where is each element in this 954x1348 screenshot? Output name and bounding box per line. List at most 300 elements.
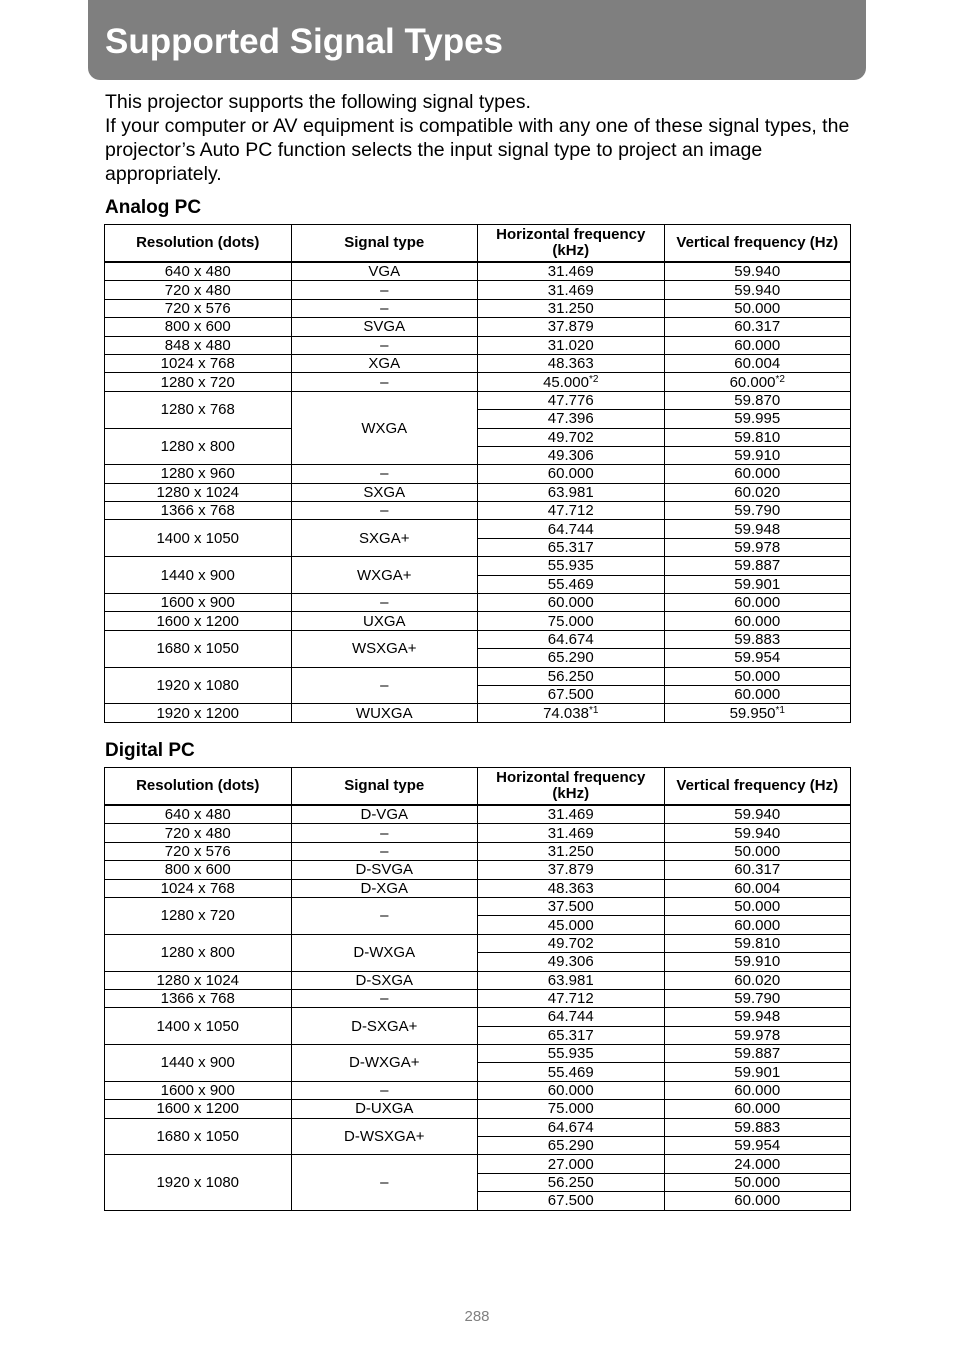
signal-type-cell-text: D-WSXGA+	[344, 1128, 425, 1146]
vertical-frequency-cell-text: 59.883	[734, 1118, 781, 1136]
vertical-frequency-cell	[664, 575, 851, 593]
horizontal-frequency-cell-text: 31.469	[547, 824, 594, 842]
header-horizontal-frequency: Horizontal frequency (kHz)	[478, 225, 665, 263]
table-row	[105, 520, 851, 538]
horizontal-frequency-cell	[478, 989, 665, 1007]
resolution-cell	[105, 805, 292, 824]
vertical-frequency-cell-text: 60.004	[734, 879, 781, 897]
signal-type-cell-text: WXGA	[361, 419, 408, 437]
signal-type-cell-text: D-SVGA	[355, 861, 413, 879]
resolution-cell-text: 800 x 600	[164, 318, 231, 336]
signal-type-cell	[291, 1008, 478, 1045]
horizontal-frequency-cell	[478, 630, 665, 648]
signal-type-cell-text: –	[380, 842, 389, 860]
vertical-frequency-cell	[664, 861, 851, 879]
vertical-frequency-cell	[664, 391, 851, 409]
vertical-frequency-cell	[664, 336, 851, 354]
vertical-frequency-cell-text: 60.000	[734, 612, 781, 630]
header-resolution: Resolution (dots)	[105, 225, 292, 263]
signal-type-cell	[291, 262, 478, 281]
vertical-frequency-cell	[664, 538, 851, 556]
vertical-frequency-cell	[664, 318, 851, 336]
horizontal-frequency-cell-text: 55.935	[547, 557, 594, 575]
table-row	[105, 318, 851, 336]
table-row	[105, 897, 851, 915]
resolution-cell-text: 1280 x 800	[160, 437, 235, 455]
horizontal-frequency-cell	[478, 446, 665, 464]
signal-type-cell-text: WXGA+	[356, 566, 412, 584]
horizontal-frequency-cell-text: 60.000	[547, 594, 594, 612]
horizontal-frequency-cell	[478, 299, 665, 317]
resolution-cell	[105, 667, 292, 704]
vertical-frequency-cell	[664, 1137, 851, 1155]
horizontal-frequency-cell-text: 47.396	[547, 410, 594, 428]
vertical-frequency-cell	[664, 299, 851, 317]
resolution-cell	[105, 299, 292, 317]
resolution-cell	[105, 897, 292, 934]
horizontal-frequency-cell-text: 31.250	[547, 842, 594, 860]
vertical-frequency-cell-text: 59.978	[734, 1026, 781, 1044]
vertical-frequency-cell-text: 60.317	[734, 318, 781, 336]
vertical-frequency-cell-text: 59.940	[734, 806, 781, 824]
table-row	[105, 373, 851, 391]
signal-type-cell-text: WSXGA+	[351, 640, 417, 658]
vertical-frequency-cell-text: 60.000	[734, 686, 781, 704]
resolution-cell-text: 1024 x 768	[160, 355, 235, 373]
signal-type-cell-text: –	[380, 465, 389, 483]
horizontal-frequency-cell-text: 45.000	[547, 916, 594, 934]
resolution-cell	[105, 1155, 292, 1210]
resolution-cell-text: 1920 x 1200	[156, 704, 240, 722]
vertical-frequency-cell	[664, 1155, 851, 1173]
horizontal-frequency-cell-text: 48.363	[547, 879, 594, 897]
resolution-cell-text: 1280 x 800	[160, 944, 235, 962]
vertical-frequency-cell-text: 59.995	[734, 410, 781, 428]
vertical-frequency-cell	[664, 483, 851, 501]
horizontal-frequency-cell-text: 49.306	[547, 447, 594, 465]
signal-type-cell-text: SXGA	[363, 483, 406, 501]
resolution-cell	[105, 336, 292, 354]
vertical-frequency-cell	[664, 1026, 851, 1044]
vertical-frequency-cell-text: 60.317	[734, 861, 781, 879]
intro-line-1: This projector supports the following signal types.	[105, 91, 531, 113]
resolution-cell	[105, 465, 292, 483]
horizontal-frequency-cell	[478, 262, 665, 281]
table-header-row	[105, 768, 851, 806]
horizontal-frequency-cell	[478, 805, 665, 824]
signal-type-cell-text: UXGA	[362, 612, 406, 630]
vertical-frequency-cell	[664, 446, 851, 464]
header-vertical-frequency: Vertical frequency (Hz)	[664, 768, 851, 806]
horizontal-frequency-cell-text: 49.306	[547, 953, 594, 971]
signal-type-cell	[291, 989, 478, 1007]
vertical-frequency-cell	[664, 612, 851, 630]
table-row	[105, 1045, 851, 1063]
signal-type-cell	[291, 391, 478, 465]
signal-type-cell-text: –	[380, 907, 389, 925]
horizontal-frequency-cell	[478, 318, 665, 336]
signal-type-cell	[291, 299, 478, 317]
horizontal-frequency-cell	[478, 649, 665, 667]
table-row	[105, 1008, 851, 1026]
horizontal-frequency-cell	[478, 824, 665, 842]
signal-type-cell	[291, 520, 478, 557]
resolution-cell	[105, 391, 292, 428]
resolution-cell-text: 1280 x 960	[160, 465, 235, 483]
signal-type-cell-text: D-VGA	[360, 806, 408, 824]
vertical-frequency-cell	[664, 897, 851, 915]
table-header-row	[105, 225, 851, 263]
horizontal-frequency-cell-text: 37.500	[547, 898, 594, 916]
intro-line-2: If your computer or AV equipment is compatible with any one of these signal types, the projector’s Auto PC function selects the input signal type to project an image appropriately.	[105, 115, 850, 185]
horizontal-frequency-cell-text: 31.469	[547, 806, 594, 824]
resolution-cell	[105, 428, 292, 465]
signal-type-cell	[291, 805, 478, 824]
horizontal-frequency-cell	[478, 916, 665, 934]
horizontal-frequency-cell-text: 55.935	[547, 1045, 594, 1063]
vertical-frequency-cell-text: 60.000	[734, 336, 781, 354]
vertical-frequency-cell-text: 60.000	[734, 594, 781, 612]
analog-pc-heading: Analog PC	[105, 197, 202, 218]
table-row	[105, 465, 851, 483]
vertical-frequency-cell	[664, 1081, 851, 1099]
horizontal-frequency-cell-text: 37.879	[547, 861, 594, 879]
horizontal-frequency-cell-text: 60.000	[547, 465, 594, 483]
table-row	[105, 354, 851, 372]
table-row	[105, 557, 851, 575]
horizontal-frequency-cell	[478, 575, 665, 593]
signal-type-cell-text: –	[380, 1174, 389, 1191]
horizontal-frequency-cell	[478, 861, 665, 879]
horizontal-frequency-cell-text: 56.250	[547, 1174, 594, 1191]
vertical-frequency-cell-text: 60.020	[734, 483, 781, 501]
signal-type-cell	[291, 667, 478, 704]
horizontal-frequency-cell	[478, 1045, 665, 1063]
resolution-cell	[105, 1118, 292, 1155]
signal-type-cell-text: –	[380, 281, 389, 299]
vertical-frequency-cell	[664, 916, 851, 934]
resolution-cell	[105, 594, 292, 612]
resolution-cell-text: 1600 x 900	[160, 1082, 235, 1100]
horizontal-frequency-cell	[478, 879, 665, 897]
resolution-cell-text: 1366 x 768	[160, 502, 235, 520]
signal-type-cell-text: –	[380, 676, 389, 694]
vertical-frequency-cell-text: 59.810	[734, 934, 781, 952]
resolution-cell-text: 1440 x 900	[160, 1054, 235, 1072]
horizontal-frequency-cell	[478, 1026, 665, 1044]
vertical-frequency-cell	[664, 1118, 851, 1136]
header-horizontal-frequency: Horizontal frequency (kHz)	[478, 768, 665, 806]
vertical-frequency-cell-text: 59.950	[729, 704, 776, 722]
horizontal-frequency-cell-text: 65.317	[547, 539, 594, 557]
vertical-frequency-cell-text: 50.000	[734, 898, 781, 916]
vertical-frequency-cell	[664, 667, 851, 685]
horizontal-frequency-cell	[478, 1008, 665, 1026]
horizontal-frequency-cell-text: 65.290	[547, 649, 594, 667]
horizontal-frequency-cell-text: 75.000	[547, 612, 594, 630]
resolution-cell-text: 1680 x 1050	[156, 1128, 240, 1146]
horizontal-frequency-cell-text: 27.000	[547, 1155, 594, 1173]
horizontal-frequency-cell	[478, 842, 665, 860]
table-row	[105, 1155, 851, 1173]
signal-type-cell-text: D-SXGA+	[351, 1017, 418, 1035]
signal-type-cell	[291, 318, 478, 336]
signal-type-cell	[291, 612, 478, 630]
signal-type-cell	[291, 1118, 478, 1155]
signal-type-cell-text: D-UXGA	[355, 1100, 414, 1118]
resolution-cell	[105, 989, 292, 1007]
resolution-cell	[105, 1100, 292, 1118]
horizontal-frequency-cell-text: 60.000	[547, 1082, 594, 1100]
vertical-frequency-cell-text: 59.940	[734, 263, 781, 281]
horizontal-frequency-cell-text: 67.500	[547, 686, 594, 704]
signal-type-cell-text: VGA	[368, 263, 401, 281]
vertical-frequency-cell	[664, 805, 851, 824]
horizontal-frequency-cell-text: 64.674	[547, 1118, 594, 1136]
horizontal-frequency-cell	[478, 281, 665, 299]
signal-type-cell	[291, 336, 478, 354]
resolution-cell-text: 1600 x 1200	[156, 612, 240, 630]
vertical-frequency-cell-text: 60.000	[734, 1082, 781, 1100]
resolution-cell-text: 1440 x 900	[160, 566, 235, 584]
horizontal-frequency-cell-text: 49.702	[547, 428, 594, 446]
horizontal-frequency-cell	[478, 704, 665, 722]
horizontal-frequency-cell	[478, 934, 665, 952]
vertical-frequency-cell	[664, 410, 851, 428]
header-signal-type: Signal type	[291, 225, 478, 263]
resolution-cell-text: 720 x 480	[164, 824, 231, 842]
table-row	[105, 483, 851, 501]
vertical-frequency-cell	[664, 842, 851, 860]
signal-type-cell	[291, 861, 478, 879]
horizontal-frequency-cell	[478, 1063, 665, 1081]
vertical-frequency-cell	[664, 1045, 851, 1063]
resolution-cell-text: 1366 x 768	[160, 990, 235, 1008]
vertical-frequency-cell-text: 59.883	[734, 631, 781, 648]
signal-type-cell	[291, 971, 478, 989]
resolution-cell	[105, 373, 292, 391]
resolution-cell	[105, 842, 292, 860]
page-title: Supported Signal Types	[105, 22, 504, 61]
vertical-frequency-cell	[664, 824, 851, 842]
signal-type-cell	[291, 594, 478, 612]
vertical-frequency-cell-text: 60.000	[734, 1192, 781, 1210]
signal-type-cell-text: WUXGA	[355, 704, 413, 722]
horizontal-frequency-cell-text: 65.317	[547, 1026, 594, 1044]
signal-type-cell-text: –	[380, 299, 389, 317]
vertical-frequency-cell-text: 60.004	[734, 355, 781, 373]
vertical-frequency-cell	[664, 262, 851, 281]
horizontal-frequency-cell	[478, 1137, 665, 1155]
intro-text	[105, 90, 865, 186]
vertical-frequency-cell	[664, 704, 851, 722]
vertical-frequency-cell-text: 60.000	[734, 465, 781, 483]
resolution-cell-text: 720 x 576	[164, 299, 231, 317]
horizontal-frequency-cell	[478, 391, 665, 409]
resolution-cell	[105, 557, 292, 594]
signal-type-cell-text: –	[380, 594, 389, 612]
signal-type-cell	[291, 897, 478, 934]
resolution-cell	[105, 971, 292, 989]
signal-type-cell	[291, 483, 478, 501]
signal-type-cell	[291, 1045, 478, 1082]
table-row	[105, 428, 851, 446]
horizontal-frequency-cell-text: 55.469	[547, 575, 594, 593]
signal-type-cell	[291, 502, 478, 520]
signal-type-cell-text: D-WXGA	[353, 944, 416, 962]
table-row	[105, 934, 851, 952]
resolution-cell	[105, 824, 292, 842]
vertical-frequency-cell	[664, 520, 851, 538]
resolution-cell-text: 720 x 480	[164, 281, 231, 299]
horizontal-frequency-cell-text: 63.981	[547, 971, 594, 989]
horizontal-frequency-cell	[478, 612, 665, 630]
vertical-frequency-cell	[664, 502, 851, 520]
resolution-cell	[105, 630, 292, 667]
signal-type-cell-text: D-WXGA+	[349, 1054, 420, 1072]
vertical-frequency-cell	[664, 1173, 851, 1191]
signal-type-cell-text: D-XGA	[360, 879, 408, 897]
vertical-frequency-cell-text: 50.000	[734, 842, 781, 860]
resolution-cell-text: 640 x 480	[164, 263, 231, 281]
horizontal-frequency-cell-text: 64.744	[547, 520, 594, 538]
horizontal-frequency-cell	[478, 538, 665, 556]
horizontal-frequency-cell	[478, 1118, 665, 1136]
vertical-frequency-cell-text: 59.940	[734, 824, 781, 842]
resolution-cell-text: 1920 x 1080	[156, 1174, 240, 1191]
signal-type-cell-text: D-SXGA	[355, 971, 413, 989]
table-row	[105, 336, 851, 354]
horizontal-frequency-cell	[478, 428, 665, 446]
table-row	[105, 299, 851, 317]
vertical-frequency-cell	[664, 428, 851, 446]
table-row	[105, 704, 851, 722]
signal-type-cell-text: –	[380, 502, 389, 520]
resolution-cell-text: 1280 x 720	[160, 907, 235, 925]
vertical-frequency-cell	[664, 1063, 851, 1081]
horizontal-frequency-cell-text: 67.500	[547, 1192, 594, 1210]
footnote-marker: *2	[588, 373, 599, 385]
table-row	[105, 1081, 851, 1099]
vertical-frequency-cell	[664, 594, 851, 612]
vertical-frequency-cell-text: 50.000	[734, 667, 781, 685]
signal-type-cell	[291, 465, 478, 483]
resolution-cell-text: 1024 x 768	[160, 879, 235, 897]
resolution-cell	[105, 612, 292, 630]
vertical-frequency-cell-text: 60.020	[734, 971, 781, 989]
table-row	[105, 971, 851, 989]
table-row	[105, 667, 851, 685]
table-row	[105, 989, 851, 1007]
horizontal-frequency-cell	[478, 971, 665, 989]
signal-type-cell	[291, 704, 478, 722]
horizontal-frequency-cell-text: 64.674	[547, 631, 594, 648]
signal-type-cell-text: SXGA+	[359, 529, 410, 547]
vertical-frequency-cell-text: 59.948	[734, 1008, 781, 1026]
resolution-cell-text: 1280 x 1024	[156, 483, 240, 501]
resolution-cell	[105, 861, 292, 879]
horizontal-frequency-cell	[478, 483, 665, 501]
horizontal-frequency-cell	[478, 354, 665, 372]
horizontal-frequency-cell-text: 75.000	[547, 1100, 594, 1118]
signal-type-cell	[291, 373, 478, 391]
horizontal-frequency-cell-text: 56.250	[547, 667, 594, 685]
resolution-cell	[105, 354, 292, 372]
digital-pc-heading: Digital PC	[105, 740, 195, 761]
signal-type-cell	[291, 1100, 478, 1118]
horizontal-frequency-cell-text: 63.981	[547, 483, 594, 501]
resolution-cell-text: 1280 x 1024	[156, 971, 240, 989]
vertical-frequency-cell-text: 59.910	[734, 447, 781, 465]
vertical-frequency-cell-text: 59.790	[734, 502, 781, 520]
footnote-marker: *2	[775, 373, 785, 385]
horizontal-frequency-cell	[478, 1173, 665, 1191]
horizontal-frequency-cell-text: 31.469	[547, 263, 594, 281]
header-vertical-frequency: Vertical frequency (Hz)	[664, 225, 851, 263]
horizontal-frequency-cell	[478, 1100, 665, 1118]
vertical-frequency-cell	[664, 685, 851, 703]
horizontal-frequency-cell	[478, 520, 665, 538]
digital-signal-table	[104, 767, 851, 1211]
vertical-frequency-cell	[664, 879, 851, 897]
table-row	[105, 612, 851, 630]
vertical-frequency-cell-text: 59.948	[734, 520, 781, 538]
resolution-cell-text: 1280 x 720	[160, 373, 235, 391]
vertical-frequency-cell	[664, 557, 851, 575]
horizontal-frequency-cell-text: 49.702	[547, 934, 594, 952]
horizontal-frequency-cell-text: 31.469	[547, 281, 594, 299]
table-row	[105, 281, 851, 299]
horizontal-frequency-cell-text: 74.038	[543, 704, 589, 722]
page-number: 288	[464, 1308, 490, 1325]
resolution-cell-text: 800 x 600	[164, 861, 231, 879]
horizontal-frequency-cell-text: 47.776	[547, 391, 594, 409]
horizontal-frequency-cell	[478, 953, 665, 971]
table-row	[105, 824, 851, 842]
table-row	[105, 1118, 851, 1136]
table-row	[105, 1100, 851, 1118]
resolution-cell-text: 1600 x 900	[160, 594, 235, 612]
horizontal-frequency-cell	[478, 685, 665, 703]
horizontal-frequency-cell-text: 65.290	[547, 1137, 594, 1155]
resolution-cell	[105, 318, 292, 336]
table-row	[105, 594, 851, 612]
vertical-frequency-cell	[664, 630, 851, 648]
table-row	[105, 861, 851, 879]
vertical-frequency-cell-text: 59.940	[734, 281, 781, 299]
table-row	[105, 630, 851, 648]
signal-type-cell	[291, 354, 478, 372]
signal-type-cell	[291, 1155, 478, 1210]
horizontal-frequency-cell	[478, 557, 665, 575]
horizontal-frequency-cell-text: 55.469	[547, 1063, 594, 1081]
resolution-cell-text: 1400 x 1050	[156, 1017, 240, 1035]
signal-type-cell	[291, 281, 478, 299]
resolution-cell-text: 848 x 480	[164, 336, 231, 354]
horizontal-frequency-cell-text: 31.020	[547, 336, 594, 354]
signal-type-cell	[291, 557, 478, 594]
horizontal-frequency-cell	[478, 502, 665, 520]
horizontal-frequency-cell	[478, 1192, 665, 1210]
table-row	[105, 391, 851, 409]
table-row	[105, 842, 851, 860]
horizontal-frequency-cell-text: 31.250	[547, 299, 594, 317]
resolution-cell-text: 1280 x 768	[160, 401, 235, 419]
vertical-frequency-cell-text: 59.790	[734, 990, 781, 1008]
title-bar	[88, 0, 866, 80]
vertical-frequency-cell-text: 59.887	[734, 557, 781, 575]
resolution-cell	[105, 281, 292, 299]
